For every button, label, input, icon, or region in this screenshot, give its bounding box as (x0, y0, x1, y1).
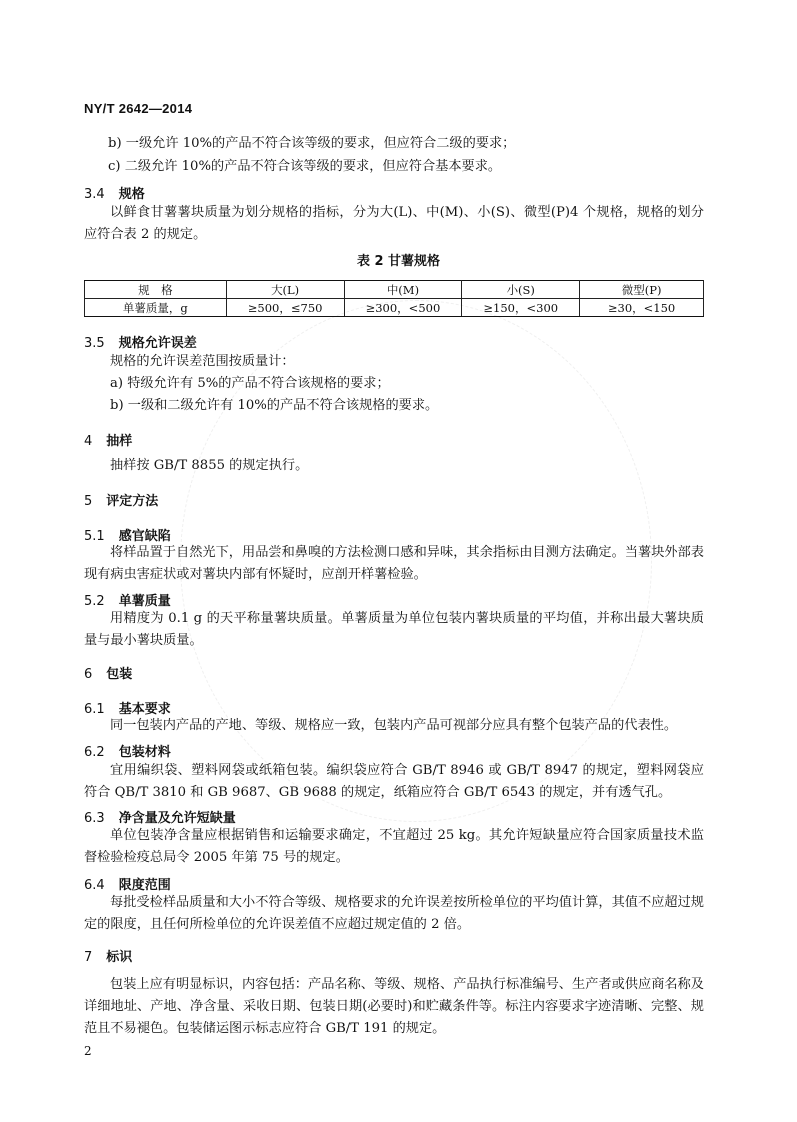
page-number: 2 (84, 1044, 92, 1058)
section-title: 单薯质量 (118, 594, 171, 609)
section-6-1-body: 同一包装内产品的产地、等级、规格应一致，包装内产品可视部分应具有整个包装产品的代表性。 (110, 718, 678, 733)
table-2-title: 表 2 甘薯规格 (356, 254, 441, 269)
section-number: 6.2 (84, 745, 105, 760)
section-3-4-heading (84, 183, 145, 202)
section-7-body: 包装上应有明显标识，内容包括：产品名称、等级、规格、产品执行标准编号、生产者或供应商名称及详细地址、产地、净含量、采收日期、包装日期(必要时)和贮藏条件等。标注内容要求字迹清晰、完整、规范且不易褪色。包装储运图示标志应符合 GB/T 191 的规定。 (84, 977, 704, 1036)
table-header-cell: 小(S) (462, 281, 580, 299)
section-3-5-intro: 规格的允许误差范围按质量计： (110, 354, 295, 369)
section-title: 包装材料 (118, 745, 171, 760)
section-3-4-body: 以鲜食甘薯薯块质量为划分规格的指标，分为大(L)、中(M)、小(S)、微型(P)4 个规格，规格的划分应符合表 2 的规定。 (84, 205, 704, 242)
section-number: 6 (84, 667, 93, 682)
section-number: 6.3 (84, 811, 105, 826)
list-item-b: b) 一级允许 10%的产品不符合该等级的要求，但应符合二级的要求； (108, 136, 516, 151)
section-6-3-body: 单位包装净含量应根据销售和运输要求确定，不宜超过 25 kg。其允许短缺量应符合国家质量技术监督检验检疫总局令 2005 年第 75 号的规定。 (84, 828, 704, 865)
section-3-5-heading (84, 332, 197, 351)
section-number: 4 (84, 434, 93, 449)
section-4-body: 抽样按 GB/T 8855 的规定执行。 (110, 458, 309, 473)
section-title: 限度范围 (118, 878, 171, 893)
table-header-cell: 规 格 (85, 281, 227, 299)
section-6-4-heading (84, 874, 171, 893)
section-title: 基本要求 (118, 702, 171, 717)
table-2 (84, 280, 704, 317)
section-number: 6.1 (84, 702, 105, 717)
table-row (85, 299, 704, 317)
section-6-2-body: 宜用编织袋、塑料网袋或纸箱包装。编织袋应符合 GB/T 8946 或 GB/T 8947 的规定，塑料网袋应符合 QB/T 3810 和 GB 9687、GB 9688 的规定，纸箱应符合 GB/T 6543 的规定，并有透气孔。 (84, 763, 704, 800)
section-title: 净含量及允许短缺量 (118, 811, 236, 826)
section-number: 5.2 (84, 594, 105, 609)
table-cell: 单薯质量，g (85, 299, 227, 317)
section-6-heading (84, 663, 132, 682)
section-5-heading (84, 490, 158, 509)
section-number: 5.1 (84, 529, 105, 544)
table-header-cell: 微型(P) (580, 281, 704, 299)
table-cell: ≥300，<500 (344, 299, 462, 317)
section-4-heading (84, 430, 132, 449)
section-5-1-body: 将样品置于自然光下，用品尝和鼻嗅的方法检测口感和异味，其余指标由目测方法确定。当薯块外部表现有病虫害症状或对薯块内部有怀疑时，应剖开样薯检验。 (84, 545, 704, 582)
list-item-b: b) 一级和二级允许有 10%的产品不符合该规格的要求。 (110, 398, 439, 413)
section-title: 标识 (106, 950, 133, 965)
section-6-2-heading (84, 741, 171, 760)
table-cell: ≥30，<150 (580, 299, 704, 317)
section-title: 抽样 (106, 434, 133, 449)
section-5-2-heading (84, 590, 171, 609)
section-6-4-body: 每批受检样品质量和大小不符合等级、规格要求的允许误差按所检单位的平均值计算，其值不应超过规定的限度，且任何所检单位的允许误差值不应超过规定值的 2 倍。 (84, 895, 704, 932)
section-title: 感官缺陷 (118, 529, 171, 544)
section-number: 3.4 (84, 187, 105, 202)
table-header-row (85, 281, 704, 299)
section-7-heading (84, 946, 132, 965)
section-title: 规格 (118, 187, 145, 202)
table-cell: ≥150，<300 (462, 299, 580, 317)
list-item-a: a) 特级允许有 5%的产品不符合该规格的要求； (110, 376, 390, 391)
section-number: 5 (84, 494, 93, 509)
section-title: 规格允许误差 (118, 336, 197, 351)
section-title: 评定方法 (106, 494, 159, 509)
section-number: 3.5 (84, 336, 105, 351)
standard-header: NY/T 2642—2014 (84, 101, 193, 116)
section-6-3-heading (84, 807, 236, 826)
section-5-2-body: 用精度为 0.1 g 的天平称量薯块质量。单薯质量为单位包装内薯块质量的平均值，并称出最大薯块质量与最小薯块质量。 (84, 611, 704, 648)
table-cell: ≥500，≤750 (226, 299, 344, 317)
list-item-c: c) 二级允许 10%的产品不符合该等级的要求，但应符合基本要求。 (108, 159, 502, 174)
section-number: 6.4 (84, 878, 105, 893)
section-number: 7 (84, 950, 93, 965)
table-header-cell: 中(M) (344, 281, 462, 299)
table-header-cell: 大(L) (226, 281, 344, 299)
section-title: 包装 (106, 667, 133, 682)
